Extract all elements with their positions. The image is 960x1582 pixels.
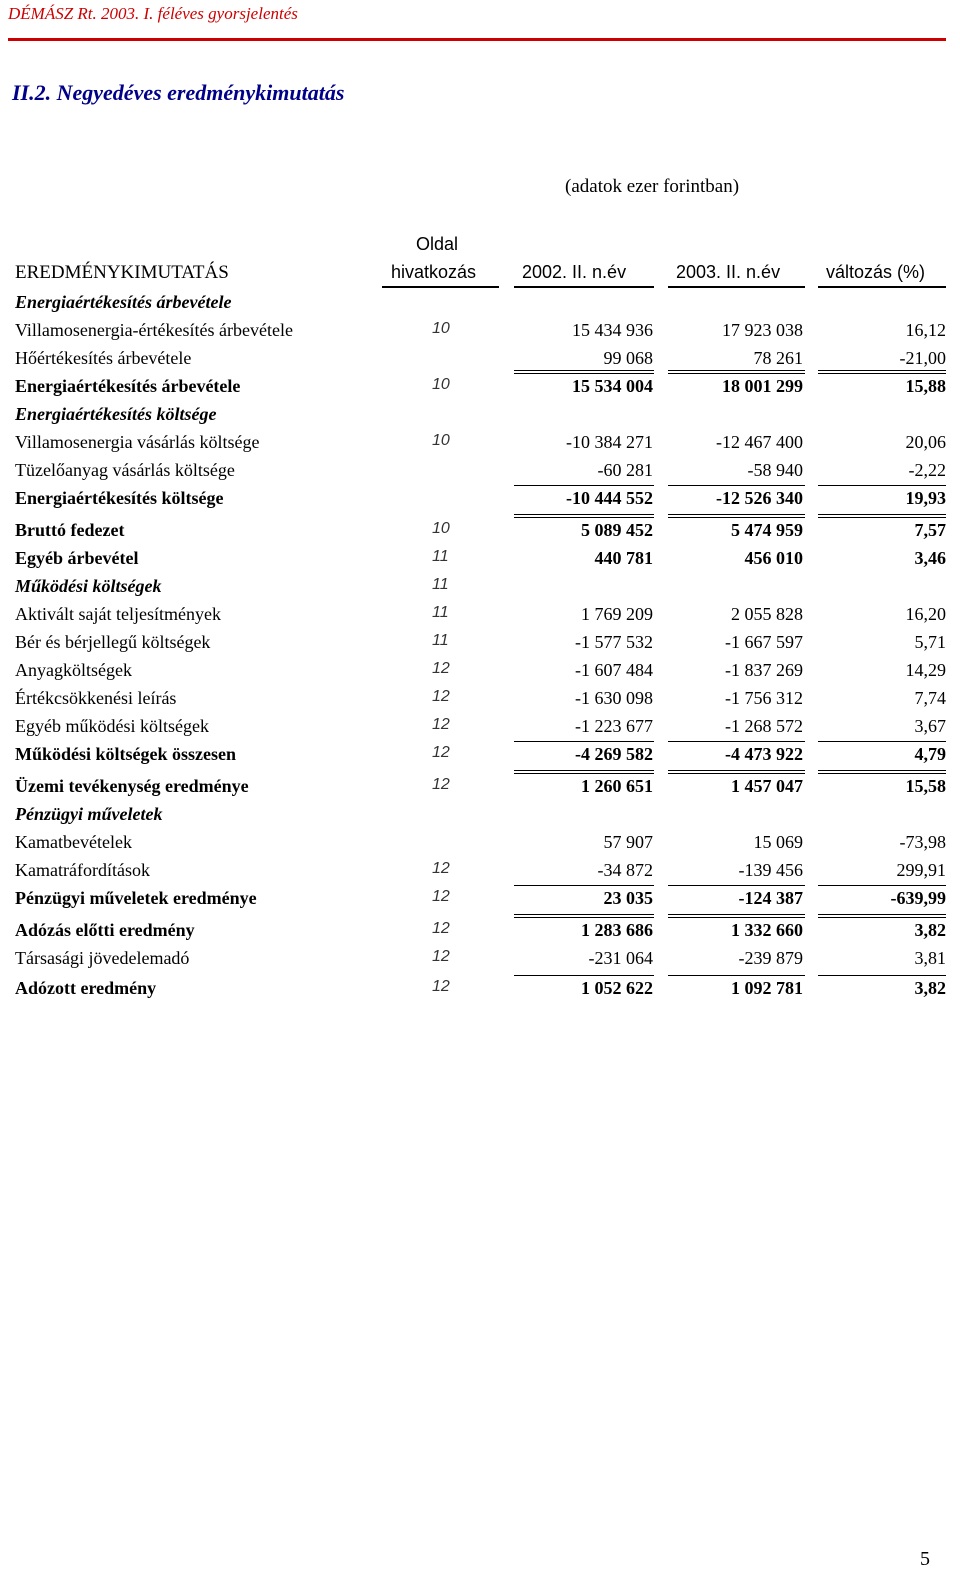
sum-rule bbox=[514, 770, 654, 771]
row-value-2002: -231 064 bbox=[588, 948, 653, 968]
unit-note: (adatok ezer forintban) bbox=[565, 176, 740, 197]
row-label: Energiaértékesítés költsége bbox=[15, 404, 217, 424]
row-value-2002: 15 434 936 bbox=[572, 320, 653, 340]
row-value-2003: 1 332 660 bbox=[731, 920, 803, 940]
table-row bbox=[0, 686, 960, 714]
sum-rule bbox=[668, 370, 805, 371]
row-value-2002: -10 444 552 bbox=[566, 488, 653, 508]
row-page-ref: 10 bbox=[432, 432, 450, 449]
sum-rule bbox=[514, 741, 654, 742]
sum-rule bbox=[818, 917, 946, 918]
row-change-pct: 3,82 bbox=[914, 920, 946, 940]
row-label: Működési költségek összesen bbox=[15, 744, 237, 764]
row-page-ref: 10 bbox=[432, 376, 450, 393]
sum-rule bbox=[514, 773, 654, 774]
row-value-2002: -10 384 271 bbox=[566, 432, 653, 452]
sum-rule bbox=[668, 485, 805, 486]
row-value-2002: -1 577 532 bbox=[575, 632, 653, 652]
row-change-pct: 16,20 bbox=[905, 604, 946, 624]
table-row bbox=[0, 742, 960, 770]
row-value-2003: 18 001 299 bbox=[722, 376, 803, 396]
row-value-2002: -4 269 582 bbox=[575, 744, 653, 764]
row-label: Villamosenergia vásárlás költsége bbox=[15, 432, 260, 452]
sum-rule bbox=[668, 514, 805, 515]
table-row bbox=[0, 886, 960, 914]
row-change-pct: -2,22 bbox=[908, 460, 946, 480]
row-change-pct: 299,91 bbox=[896, 860, 946, 880]
sum-rule bbox=[514, 485, 654, 486]
document-header: DÉMÁSZ Rt. 2003. I. féléves gyorsjelentés bbox=[8, 4, 298, 23]
table-row bbox=[0, 546, 960, 574]
sum-rule bbox=[668, 975, 805, 976]
row-value-2002: -34 872 bbox=[597, 860, 653, 880]
row-label: Kamatráfordítások bbox=[15, 860, 150, 880]
row-value-2003: 15 069 bbox=[753, 832, 803, 852]
table-row bbox=[0, 574, 960, 602]
sum-rule bbox=[818, 373, 946, 374]
row-value-2002: -1 630 098 bbox=[575, 688, 653, 708]
sum-rule bbox=[818, 485, 946, 486]
row-value-2003: -1 268 572 bbox=[725, 716, 803, 736]
row-label: Pénzügyi műveletek bbox=[15, 804, 163, 824]
row-label: Aktivált saját teljesítmények bbox=[15, 604, 221, 624]
sum-rule bbox=[514, 914, 654, 915]
col2-header: 2003. II. n.év bbox=[676, 262, 781, 282]
row-label: Bruttó fedezet bbox=[15, 520, 125, 540]
row-label: Bér és bérjellegű költségek bbox=[15, 632, 211, 652]
table-row bbox=[0, 458, 960, 486]
row-value-2002: 1 769 209 bbox=[581, 604, 653, 624]
row-value-2003: -58 940 bbox=[747, 460, 803, 480]
row-label: Energiaértékesítés árbevétele bbox=[15, 376, 241, 396]
row-label: Adózott eredmény bbox=[15, 978, 157, 998]
row-label: Anyagköltségek bbox=[15, 660, 132, 680]
row-value-2002: 99 068 bbox=[603, 348, 653, 368]
table-row bbox=[0, 976, 960, 1004]
row-value-2002: -1 607 484 bbox=[575, 660, 653, 680]
row-page-ref: 12 bbox=[432, 948, 450, 965]
row-change-pct: 15,88 bbox=[905, 376, 946, 396]
sum-rule bbox=[818, 914, 946, 915]
row-label: Társasági jövedelemadó bbox=[15, 948, 190, 968]
row-label: Tüzelőanyag vásárlás költsége bbox=[15, 460, 235, 480]
table-row bbox=[0, 658, 960, 686]
row-label: Hőértékesítés árbevétele bbox=[15, 348, 192, 368]
row-value-2003: 1 457 047 bbox=[731, 776, 803, 796]
sum-rule bbox=[818, 770, 946, 771]
row-value-2003: -4 473 922 bbox=[725, 744, 803, 764]
row-label: Értékcsökkenési leírás bbox=[15, 688, 177, 708]
row-value-2002: 5 089 452 bbox=[581, 520, 653, 540]
row-value-2002: 15 534 004 bbox=[572, 376, 653, 396]
row-label: Adózás előtti eredmény bbox=[15, 920, 195, 940]
ref-header-line2: hivatkozás bbox=[391, 262, 477, 282]
sum-rule bbox=[514, 514, 654, 515]
sum-rule bbox=[668, 885, 805, 886]
row-value-2003: 456 010 bbox=[744, 548, 803, 568]
page-number: 5 bbox=[920, 1548, 930, 1570]
row-page-ref: 12 bbox=[432, 776, 450, 793]
sum-rule bbox=[818, 773, 946, 774]
table-row bbox=[0, 714, 960, 742]
row-value-2002: -60 281 bbox=[597, 460, 653, 480]
row-change-pct: 4,79 bbox=[914, 744, 946, 764]
table-row bbox=[0, 774, 960, 802]
table-row bbox=[0, 290, 960, 318]
sum-rule bbox=[818, 741, 946, 742]
row-page-ref: 12 bbox=[432, 888, 450, 905]
row-page-ref: 11 bbox=[432, 548, 449, 565]
row-page-ref: 11 bbox=[432, 576, 449, 593]
row-value-2002: -1 223 677 bbox=[575, 716, 653, 736]
row-label: Működési költségek bbox=[15, 576, 162, 596]
row-change-pct: 5,71 bbox=[914, 632, 946, 652]
row-change-pct: 15,58 bbox=[905, 776, 946, 796]
table-row bbox=[0, 402, 960, 430]
sum-rule bbox=[514, 373, 654, 374]
sum-rule bbox=[514, 370, 654, 371]
table-row bbox=[0, 602, 960, 630]
row-label: Egyéb árbevétel bbox=[15, 548, 139, 568]
table-row bbox=[0, 630, 960, 658]
col3-header: változás (%) bbox=[826, 262, 926, 282]
row-change-pct: 19,93 bbox=[905, 488, 946, 508]
row-change-pct: 16,12 bbox=[905, 320, 946, 340]
row-label: Energiaértékesítés árbevétele bbox=[15, 292, 232, 312]
row-change-pct: 20,06 bbox=[905, 432, 946, 452]
table-row bbox=[0, 346, 960, 374]
table-row bbox=[0, 486, 960, 514]
table-row bbox=[0, 518, 960, 546]
sum-rule bbox=[514, 517, 654, 518]
row-label: Üzemi tevékenység eredménye bbox=[15, 776, 249, 796]
row-value-2003: -12 467 400 bbox=[716, 432, 803, 452]
row-value-2002: 1 052 622 bbox=[581, 978, 653, 998]
row-page-ref: 11 bbox=[432, 604, 449, 621]
row-page-ref: 12 bbox=[432, 978, 450, 995]
row-label: Energiaértékesítés költsége bbox=[15, 488, 224, 508]
table-row bbox=[0, 946, 960, 974]
row-value-2002: 1 260 651 bbox=[581, 776, 653, 796]
row-value-2003: 78 261 bbox=[753, 348, 803, 368]
sum-rule bbox=[818, 975, 946, 976]
row-page-ref: 12 bbox=[432, 744, 450, 761]
row-change-pct: 3,82 bbox=[914, 978, 946, 998]
section-title: II.2. Negyedéves eredménykimutatás bbox=[12, 80, 345, 105]
sum-rule bbox=[818, 370, 946, 371]
sum-rule bbox=[668, 773, 805, 774]
row-page-ref: 12 bbox=[432, 660, 450, 677]
sum-rule bbox=[514, 917, 654, 918]
row-page-ref: 12 bbox=[432, 920, 450, 937]
row-value-2003: 1 092 781 bbox=[731, 978, 803, 998]
row-value-2003: -1 837 269 bbox=[725, 660, 803, 680]
row-value-2002: 440 781 bbox=[594, 548, 653, 568]
table-title: EREDMÉNYKIMUTATÁS bbox=[15, 262, 229, 283]
row-value-2003: -1 667 597 bbox=[725, 632, 803, 652]
row-value-2003: -139 456 bbox=[738, 860, 803, 880]
table-row bbox=[0, 430, 960, 458]
row-label: Egyéb működési költségek bbox=[15, 716, 209, 736]
sum-rule bbox=[668, 517, 805, 518]
table-row bbox=[0, 802, 960, 830]
row-change-pct: 3,46 bbox=[914, 548, 946, 568]
row-value-2003: -239 879 bbox=[738, 948, 803, 968]
row-change-pct: 14,29 bbox=[905, 660, 946, 680]
row-change-pct: -21,00 bbox=[899, 348, 946, 368]
row-page-ref: 10 bbox=[432, 520, 450, 537]
row-page-ref: 12 bbox=[432, 860, 450, 877]
row-value-2002: 57 907 bbox=[603, 832, 653, 852]
row-value-2003: 2 055 828 bbox=[731, 604, 803, 624]
row-value-2002: 23 035 bbox=[603, 888, 653, 908]
row-value-2003: 17 923 038 bbox=[722, 320, 803, 340]
row-page-ref: 11 bbox=[432, 632, 449, 649]
sum-rule bbox=[668, 914, 805, 915]
sum-rule bbox=[514, 885, 654, 886]
row-page-ref: 12 bbox=[432, 688, 450, 705]
row-change-pct: 7,57 bbox=[914, 520, 946, 540]
row-change-pct: -639,99 bbox=[890, 888, 946, 908]
row-label: Villamosenergia-értékesítés árbevétele bbox=[15, 320, 293, 340]
row-page-ref: 12 bbox=[432, 716, 450, 733]
row-value-2002: 1 283 686 bbox=[581, 920, 653, 940]
table-row bbox=[0, 918, 960, 946]
row-label: Kamatbevételek bbox=[15, 832, 132, 852]
row-value-2003: -1 756 312 bbox=[725, 688, 803, 708]
row-value-2003: 5 474 959 bbox=[731, 520, 803, 540]
table-row bbox=[0, 318, 960, 346]
sum-rule bbox=[514, 975, 654, 976]
sum-rule bbox=[668, 770, 805, 771]
sum-rule bbox=[818, 517, 946, 518]
table-row bbox=[0, 374, 960, 402]
row-change-pct: 3,67 bbox=[914, 716, 946, 736]
sum-rule bbox=[818, 514, 946, 515]
sum-rule bbox=[668, 373, 805, 374]
row-change-pct: 7,74 bbox=[914, 688, 946, 708]
table-row bbox=[0, 858, 960, 886]
sum-rule bbox=[668, 741, 805, 742]
sum-rule bbox=[668, 917, 805, 918]
row-value-2003: -12 526 340 bbox=[716, 488, 803, 508]
row-page-ref: 10 bbox=[432, 320, 450, 337]
row-change-pct: -73,98 bbox=[899, 832, 946, 852]
row-label: Pénzügyi műveletek eredménye bbox=[15, 888, 257, 908]
sum-rule bbox=[818, 885, 946, 886]
row-change-pct: 3,81 bbox=[914, 948, 946, 968]
col1-header: 2002. II. n.év bbox=[522, 262, 627, 282]
row-value-2003: -124 387 bbox=[738, 888, 803, 908]
ref-header-line1: Oldal bbox=[416, 234, 459, 254]
table-row bbox=[0, 830, 960, 858]
